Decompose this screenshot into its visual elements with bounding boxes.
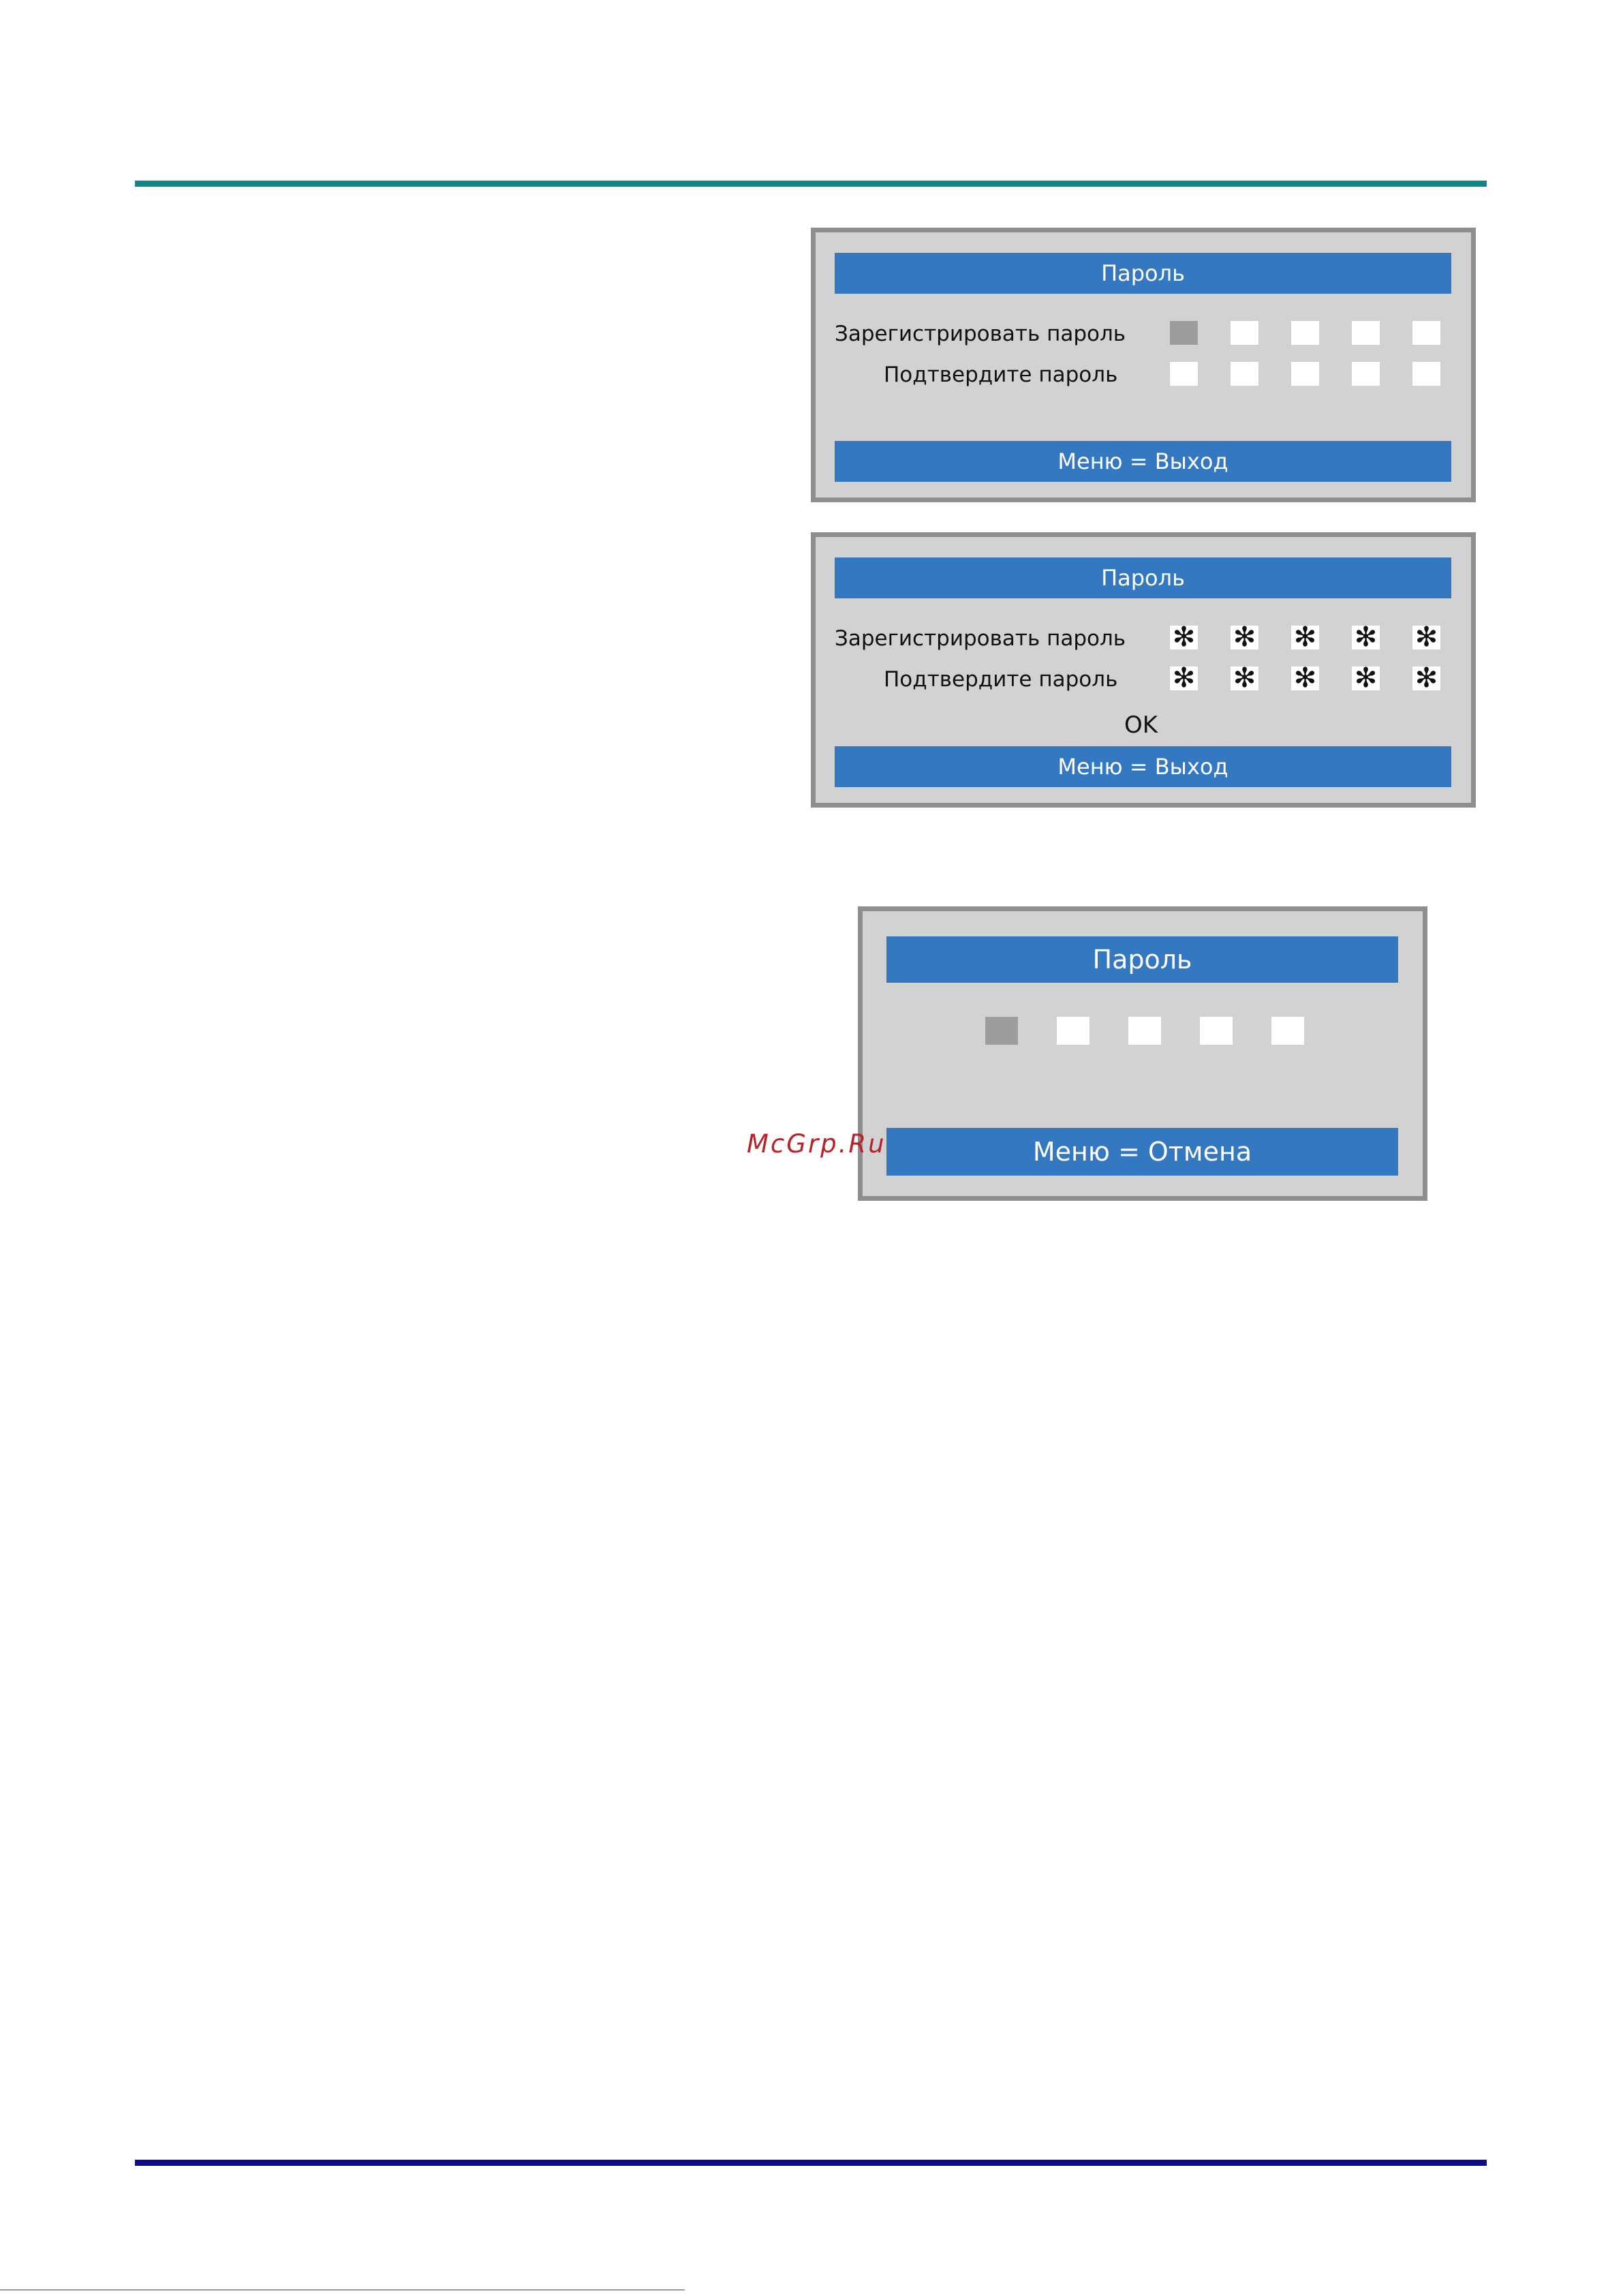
dialog-footer-bar (835, 441, 1451, 482)
password-digit-5[interactable] (1271, 1017, 1304, 1045)
register-mask-2: ✻ (1231, 626, 1258, 649)
register-password-label: Зарегистрировать пароль (835, 626, 1126, 651)
password-register-dialog (811, 228, 1476, 502)
register-digit-4[interactable] (1352, 321, 1380, 345)
confirm-password-label: Подтвердите пароль (884, 363, 1118, 387)
cancel-hint: Меню = Отмена (1032, 1137, 1252, 1167)
dialog-title-bar (835, 557, 1451, 598)
dialog-title: Пароль (1101, 565, 1185, 591)
confirm-digit-2[interactable] (1231, 362, 1258, 386)
confirm-mask-3: ✻ (1291, 667, 1319, 690)
confirm-digit-4[interactable] (1352, 362, 1380, 386)
confirm-digit-1[interactable] (1170, 362, 1198, 386)
confirm-digit-5[interactable] (1412, 362, 1440, 386)
register-digit-1[interactable] (1170, 321, 1198, 345)
register-digit-5[interactable] (1412, 321, 1440, 345)
exit-hint: Меню = Выход (1057, 754, 1228, 780)
exit-hint: Меню = Выход (1057, 448, 1228, 474)
dialog-title-bar (835, 253, 1451, 294)
confirm-digit-3[interactable] (1291, 362, 1319, 386)
register-mask-5: ✻ (1412, 626, 1440, 649)
page-edge-line (0, 2289, 685, 2291)
dialog-footer-bar (886, 1128, 1398, 1176)
ok-status: OK (1124, 711, 1158, 739)
password-enter-dialog (858, 906, 1427, 1201)
watermark-text: McGrp.Ru (747, 1129, 886, 1159)
dialog-title: Пароль (1101, 260, 1185, 286)
dialog-footer-bar (835, 746, 1451, 787)
register-password-label: Зарегистрировать пароль (835, 322, 1126, 346)
register-mask-1: ✻ (1170, 626, 1198, 649)
password-digit-3[interactable] (1128, 1017, 1161, 1045)
password-digit-1[interactable] (985, 1017, 1018, 1045)
confirm-mask-2: ✻ (1231, 667, 1258, 690)
register-digit-2[interactable] (1231, 321, 1258, 345)
confirm-password-label: Подтвердите пароль (884, 667, 1118, 692)
confirm-mask-4: ✻ (1352, 667, 1380, 690)
password-digit-2[interactable] (1057, 1017, 1089, 1045)
dialog-title: Пароль (1092, 945, 1192, 975)
dialog-title-bar (886, 936, 1398, 983)
confirm-mask-5: ✻ (1412, 667, 1440, 690)
footer-rule (135, 2160, 1487, 2166)
register-mask-3: ✻ (1291, 626, 1319, 649)
password-digit-4[interactable] (1200, 1017, 1233, 1045)
password-confirmed-dialog (811, 532, 1476, 808)
register-mask-4: ✻ (1352, 626, 1380, 649)
confirm-mask-1: ✻ (1170, 667, 1198, 690)
header-rule (135, 181, 1487, 187)
register-digit-3[interactable] (1291, 321, 1319, 345)
